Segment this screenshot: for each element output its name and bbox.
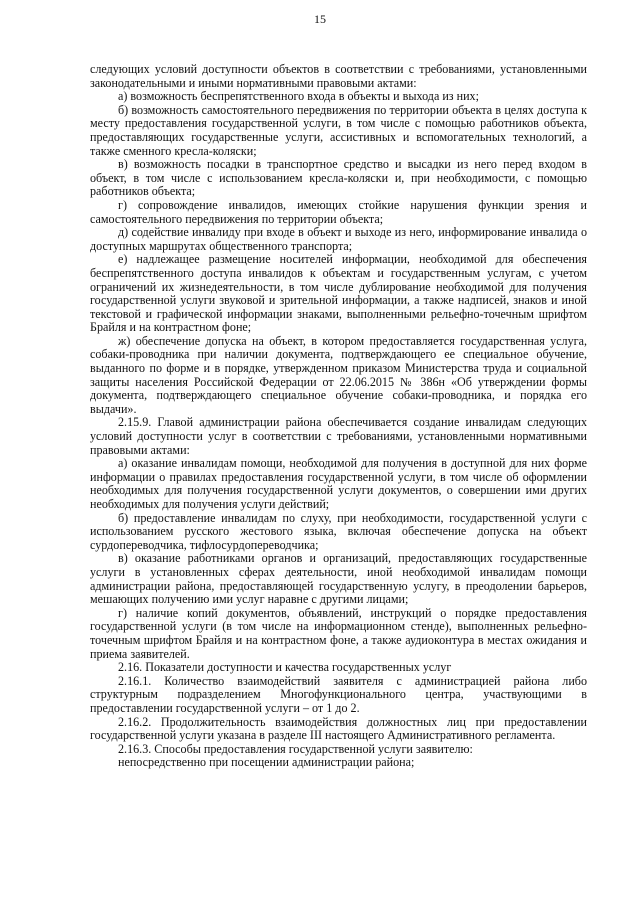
paragraph-item-g: г) сопровождение инвалидов, имеющих стойкие нарушения функции зрения и самостоятельного передвижения по территории объекта; [90,197,587,226]
paragraph-item-g-2: г) наличие копий документов, объявлений, инструкций о порядке предоставления государственной услуги (в том числе на информационном стенде), выполненных рельефно-точечным шрифтом Брайля и на контрастном фоне, а также аудиоконтура в местах ожидания и приема заявителей. [90,605,587,661]
paragraph-item-a: а) возможность беспрепятственного входа в объекты и выхода из них; [118,89,479,104]
paragraph-item-v: в) возможность посадки в транспортное средство и высадки из него перед входом в объект, в том числе с использованием кресла-коляски и, при необходимости, с помощью работников объекта; [90,157,587,199]
section-heading-2-16: 2.16. Показатели доступности и качества государственных услуг [118,660,452,675]
paragraph-item-a-2: а) оказание инвалидам помощи, необходимой для получения в доступной для них форме информации о правилах предоставления государственной услуги, в том числе об оформлении необходимых для получения государственной услуги документов, о совершении ими других необходимых для получения услуги действий; [90,456,587,511]
paragraph-item-e: е) надлежащее размещение носителей информации, необходимой для обеспечения беспрепятственного доступа инвалидов к объектам и государственным услугам, с учетом ограничений их жизнедеятельности, в том числе дублирование необходимой для получения государственной услуги звуковой и зрительной информации, а также надписей, знаков и иной текстовой и графической информации знаками, выполненными рельефно-точечным шрифтом Брайля и на контрастном фоне; [90,252,587,335]
document-body [90,63,587,770]
paragraph-item-b-2: б) предоставление инвалидам по слуху, при необходимости, государственной услуги с использованием русского жестового языка, включая обеспечение допуска на объект сурдопереводчика, тифлосурдопереводчика; [90,510,587,552]
paragraph-item-zh: ж) обеспечение допуска на объект, в котором предоставляется государственная услуга, собаки-проводника при наличии документа, подтверждающего ее специальное обучение, выданного по форме и в порядке, утвержденном приказом Министерства труда и социальной защиты населения Российской Федерации от 22.06.2015 № 386н «Об утверждении формы документа, подтверждающего специальное обучение собаки-проводника, и порядка его выдачи». [90,333,587,416]
paragraph-section-2-15-9: 2.15.9. Главой администрации района обеспечивается создание инвалидам следующих условий доступности услуг в соответствии с требованиями, установленными нормативными правовыми актами: [90,415,587,457]
paragraph-item-b: б) возможность самостоятельного передвижения по территории объекта в целях доступа к месту предоставления государственной услуги, в том числе с помощью работников объекта, предоставляющих государственные услуги, ассистивных и вспомогательных технологий, а также сменного кресла-коляски; [90,102,587,158]
paragraph-visit-method: непосредственно при посещении администрации района; [118,755,415,770]
page-number: 15 [314,12,326,26]
paragraph-section-2-16-3: 2.16.3. Способы предоставления государственной услуги заявителю: [118,741,473,756]
paragraph-section-2-16-2: 2.16.2. Продолжительность взаимодействия должностных лиц при предоставлении государственной услуги указана в разделе III настоящего Административного регламента. [90,714,587,743]
paragraph-section-2-16-1: 2.16.1. Количество взаимодействий заявителя с администрацией района либо структурным подразделением Многофункционального центра, участвующими в предоставлении государственной услуги – от 1 до 2. [90,673,587,715]
paragraph-intro: следующих условий доступности объектов в соответствии с требованиями, установленными законодательными и иными нормативными правовыми актами: [90,62,587,90]
paragraph-item-d: д) содействие инвалиду при входе в объект и выходе из него, информирование инвалида о доступных маршрутах общественного транспорта; [90,225,587,253]
paragraph-item-v-2: в) оказание работниками органов и организаций, предоставляющих государственные услуги в установленных сферах деятельности, иной необходимой инвалидам помощи администрации района, предоставляющей государственную услугу, в преодолении барьеров, мешающих получению ими услуг наравне с другими лицами; [90,551,587,607]
